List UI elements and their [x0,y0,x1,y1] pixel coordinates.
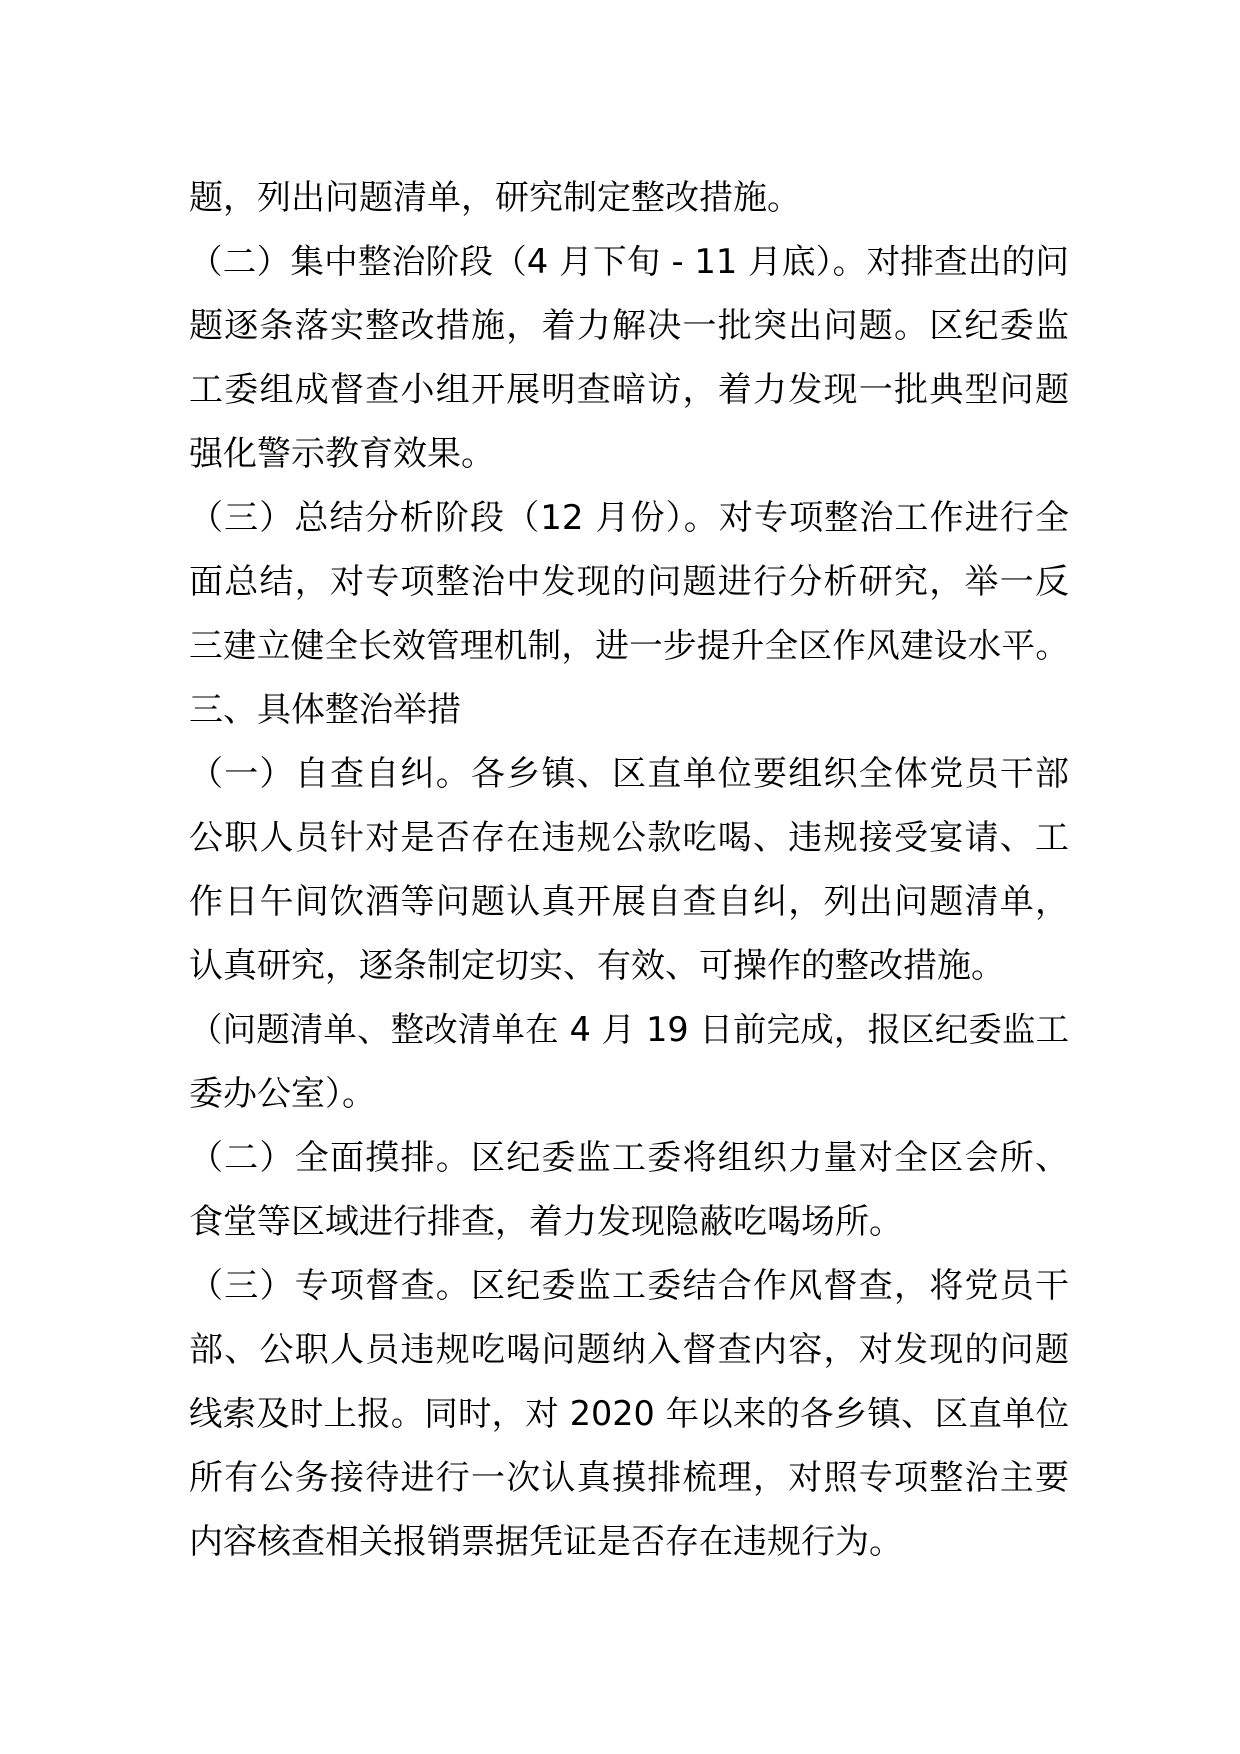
text-line: 内容核查相关报销票据凭证是否存在违规行为。 [189,1522,903,1562]
text-line: 认真研究，逐条制定切实、有效、可操作的整改措施。 [189,946,1005,986]
document-body [189,166,1069,1574]
text-line: 食堂等区域进行排查，着力发现隐蔽吃喝场所。 [189,1202,903,1242]
text-line: 所有公务接待进行一次认真摸排梳理，对照专项整治主要 [189,1458,1069,1498]
text-line: 工委组成督查小组开展明查暗访，着力发现一批典型问题 [189,370,1069,410]
text-line: （问题清单、整改清单在 4 月 19 日前完成，报区纪委监工 [189,1010,1069,1049]
text-line: 题，列出问题清单，研究制定整改措施。 [189,178,801,218]
text-line: 线索及时上报。同时，对 2020 年以来的各乡镇、区直单位 [189,1394,1069,1433]
text-line: （一）自查自纠。各乡镇、区直单位要组织全体党员干部 [189,754,1069,794]
text-line: 公职人员针对是否存在违规公款吃喝、违规接受宴请、工 [189,818,1069,858]
text-line: （二）全面摸排。区纪委监工委将组织力量对全区会所、 [189,1138,1069,1178]
text-line: 委办公室）。 [189,1074,376,1114]
text-line: 面总结，对专项整治中发现的问题进行分析研究，举一反 [189,562,1069,602]
text-line: （二）集中整治阶段（4 月下旬 - 11 月底）。对排查出的问 [189,242,1069,281]
text-line: 题逐条落实整改措施，着力解决一批突出问题。区纪委监 [189,306,1069,346]
text-line: 作日午间饮酒等问题认真开展自查自纠，列出问题清单， [189,882,1069,922]
text-line: 三、具体整治举措 [189,690,461,730]
text-line: 强化警示教育效果。 [189,434,495,474]
text-line: （三）总结分析阶段（12 月份）。对专项整治工作进行全 [189,498,1069,538]
text-line: 部、公职人员违规吃喝问题纳入督查内容，对发现的问题 [189,1330,1069,1370]
text-line: 三建立健全长效管理机制，进一步提升全区作风建设水平。 [189,626,1069,665]
text-line: （三）专项督查。区纪委监工委结合作风督查，将党员干 [189,1266,1069,1306]
